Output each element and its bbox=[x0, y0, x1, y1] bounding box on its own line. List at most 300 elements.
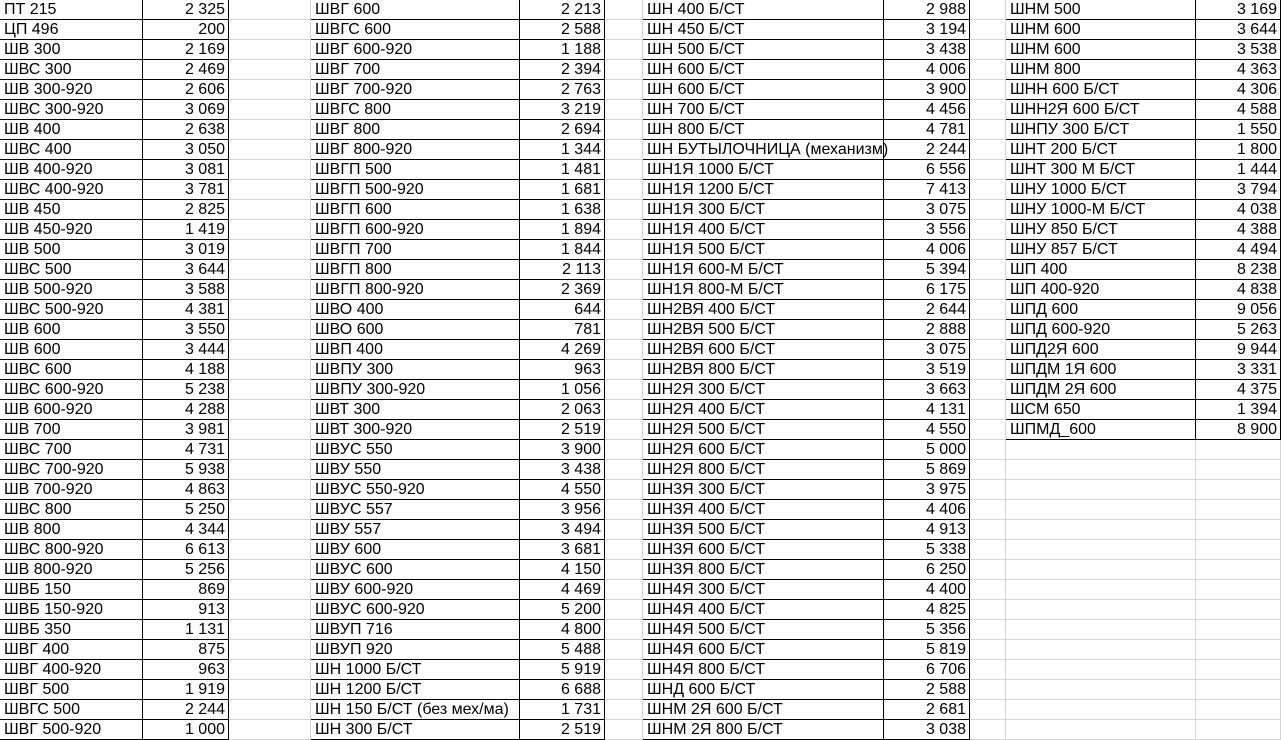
item-price-cell[interactable]: 4 188 bbox=[143, 360, 229, 380]
item-name-cell[interactable]: ШВУ 550 bbox=[311, 460, 520, 480]
item-price-cell[interactable]: 2 825 bbox=[143, 200, 229, 220]
empty-cell[interactable] bbox=[970, 580, 1006, 600]
empty-cell[interactable] bbox=[970, 0, 1006, 20]
empty-cell[interactable] bbox=[605, 220, 643, 240]
item-name-cell[interactable]: ШН3Я 400 Б/СТ bbox=[643, 500, 884, 520]
item-name-cell[interactable]: ШВГ 800 bbox=[311, 120, 520, 140]
item-price-cell[interactable]: 1 444 bbox=[1196, 160, 1281, 180]
item-name-cell[interactable]: ШВУ 600-920 bbox=[311, 580, 520, 600]
item-name-cell[interactable]: ШВС 300 bbox=[0, 60, 143, 80]
empty-cell[interactable] bbox=[970, 160, 1006, 180]
item-name-cell[interactable]: ШВГС 600 bbox=[311, 20, 520, 40]
item-name-cell[interactable]: ШВС 500-920 bbox=[0, 300, 143, 320]
item-name-cell[interactable]: ШН 600 Б/СТ bbox=[643, 80, 884, 100]
item-name-cell[interactable]: ШН1Я 400 Б/СТ bbox=[643, 220, 884, 240]
empty-cell[interactable] bbox=[229, 400, 311, 420]
item-name-cell[interactable]: ШВГ 700 bbox=[311, 60, 520, 80]
item-name-cell[interactable]: ШВС 400-920 bbox=[0, 180, 143, 200]
empty-cell[interactable] bbox=[605, 180, 643, 200]
empty-cell[interactable] bbox=[1196, 440, 1281, 460]
empty-cell[interactable] bbox=[605, 680, 643, 700]
empty-cell[interactable] bbox=[970, 140, 1006, 160]
empty-cell[interactable] bbox=[229, 220, 311, 240]
empty-cell[interactable] bbox=[605, 20, 643, 40]
empty-cell[interactable] bbox=[605, 340, 643, 360]
empty-cell[interactable] bbox=[970, 560, 1006, 580]
empty-cell[interactable] bbox=[605, 620, 643, 640]
item-price-cell[interactable]: 2 469 bbox=[143, 60, 229, 80]
empty-cell[interactable] bbox=[970, 80, 1006, 100]
empty-cell[interactable] bbox=[1006, 520, 1196, 540]
item-price-cell[interactable]: 3 438 bbox=[884, 40, 970, 60]
empty-cell[interactable] bbox=[970, 240, 1006, 260]
item-price-cell[interactable]: 4 469 bbox=[520, 580, 605, 600]
item-price-cell[interactable]: 3 438 bbox=[520, 460, 605, 480]
item-price-cell[interactable]: 4 269 bbox=[520, 340, 605, 360]
item-price-cell[interactable]: 3 663 bbox=[884, 380, 970, 400]
empty-cell[interactable] bbox=[229, 40, 311, 60]
item-name-cell[interactable]: ШН1Я 600-М Б/СТ bbox=[643, 260, 884, 280]
item-name-cell[interactable]: ШВТ 300-920 bbox=[311, 420, 520, 440]
item-name-cell[interactable]: ШВГ 600-920 bbox=[311, 40, 520, 60]
item-name-cell[interactable]: ШВС 300-920 bbox=[0, 100, 143, 120]
empty-cell[interactable] bbox=[970, 640, 1006, 660]
item-price-cell[interactable]: 8 900 bbox=[1196, 420, 1281, 440]
item-price-cell[interactable]: 5 000 bbox=[884, 440, 970, 460]
empty-cell[interactable] bbox=[605, 320, 643, 340]
item-name-cell[interactable]: ШВ 600-920 bbox=[0, 400, 143, 420]
item-name-cell[interactable]: ШН 1200 Б/СТ bbox=[311, 680, 520, 700]
item-price-cell[interactable]: 4 825 bbox=[884, 600, 970, 620]
empty-cell[interactable] bbox=[229, 560, 311, 580]
empty-cell[interactable] bbox=[605, 160, 643, 180]
empty-cell[interactable] bbox=[605, 400, 643, 420]
item-price-cell[interactable]: 2 063 bbox=[520, 400, 605, 420]
empty-cell[interactable] bbox=[229, 620, 311, 640]
empty-cell[interactable] bbox=[970, 100, 1006, 120]
item-price-cell[interactable]: 3 019 bbox=[143, 240, 229, 260]
empty-cell[interactable] bbox=[229, 160, 311, 180]
item-name-cell[interactable]: ШВГ 700-920 bbox=[311, 80, 520, 100]
empty-cell[interactable] bbox=[1006, 580, 1196, 600]
item-price-cell[interactable]: 4 288 bbox=[143, 400, 229, 420]
item-name-cell[interactable]: ШВГ 400 bbox=[0, 640, 143, 660]
empty-cell[interactable] bbox=[229, 660, 311, 680]
empty-cell[interactable] bbox=[605, 100, 643, 120]
empty-cell[interactable] bbox=[605, 300, 643, 320]
empty-cell[interactable] bbox=[970, 300, 1006, 320]
item-price-cell[interactable]: 3 644 bbox=[1196, 20, 1281, 40]
empty-cell[interactable] bbox=[605, 540, 643, 560]
empty-cell[interactable] bbox=[229, 460, 311, 480]
item-name-cell[interactable]: ШВГП 800-920 bbox=[311, 280, 520, 300]
item-name-cell[interactable]: ШН1Я 1200 Б/СТ bbox=[643, 180, 884, 200]
empty-cell[interactable] bbox=[229, 440, 311, 460]
empty-cell[interactable] bbox=[970, 700, 1006, 720]
empty-cell[interactable] bbox=[229, 140, 311, 160]
item-price-cell[interactable]: 3 069 bbox=[143, 100, 229, 120]
item-name-cell[interactable]: ШН4Я 600 Б/СТ bbox=[643, 640, 884, 660]
item-name-cell[interactable]: ЦП 496 bbox=[0, 20, 143, 40]
item-name-cell[interactable]: ШВС 600-920 bbox=[0, 380, 143, 400]
item-price-cell[interactable]: 4 550 bbox=[520, 480, 605, 500]
item-name-cell[interactable]: ШВТ 300 bbox=[311, 400, 520, 420]
item-name-cell[interactable]: ШНД 600 Б/СТ bbox=[643, 680, 884, 700]
item-name-cell[interactable]: ШНПУ 300 Б/СТ bbox=[1006, 120, 1196, 140]
item-name-cell[interactable]: ШВПУ 300-920 bbox=[311, 380, 520, 400]
item-name-cell[interactable]: ШПД 600 bbox=[1006, 300, 1196, 320]
item-price-cell[interactable]: 1 131 bbox=[143, 620, 229, 640]
empty-cell[interactable] bbox=[1196, 560, 1281, 580]
empty-cell[interactable] bbox=[1006, 460, 1196, 480]
item-name-cell[interactable]: ШП 400 bbox=[1006, 260, 1196, 280]
item-price-cell[interactable]: 4 913 bbox=[884, 520, 970, 540]
item-name-cell[interactable]: ШВ 300 bbox=[0, 40, 143, 60]
item-name-cell[interactable]: ШН2ВЯ 500 Б/СТ bbox=[643, 320, 884, 340]
empty-cell[interactable] bbox=[605, 520, 643, 540]
item-name-cell[interactable]: ШВГП 600 bbox=[311, 200, 520, 220]
empty-cell[interactable] bbox=[229, 520, 311, 540]
item-price-cell[interactable]: 4 731 bbox=[143, 440, 229, 460]
empty-cell[interactable] bbox=[970, 220, 1006, 240]
item-name-cell[interactable]: ШНТ 200 Б/СТ bbox=[1006, 140, 1196, 160]
item-name-cell[interactable]: ШН3Я 600 Б/СТ bbox=[643, 540, 884, 560]
item-price-cell[interactable]: 5 200 bbox=[520, 600, 605, 620]
item-name-cell[interactable]: ШВБ 150 bbox=[0, 580, 143, 600]
item-price-cell[interactable]: 4 038 bbox=[1196, 200, 1281, 220]
empty-cell[interactable] bbox=[1196, 660, 1281, 680]
item-name-cell[interactable]: ШН1Я 300 Б/СТ bbox=[643, 200, 884, 220]
item-price-cell[interactable]: 3 219 bbox=[520, 100, 605, 120]
item-price-cell[interactable]: 200 bbox=[143, 20, 229, 40]
item-price-cell[interactable]: 4 588 bbox=[1196, 100, 1281, 120]
item-name-cell[interactable]: ШВС 400 bbox=[0, 140, 143, 160]
item-price-cell[interactable]: 3 981 bbox=[143, 420, 229, 440]
item-price-cell[interactable]: 2 988 bbox=[884, 0, 970, 20]
empty-cell[interactable] bbox=[970, 280, 1006, 300]
empty-cell[interactable] bbox=[229, 320, 311, 340]
item-name-cell[interactable]: ШСМ 650 bbox=[1006, 400, 1196, 420]
item-name-cell[interactable]: ПТ 215 bbox=[0, 0, 143, 20]
empty-cell[interactable] bbox=[605, 200, 643, 220]
item-name-cell[interactable]: ШН2ВЯ 800 Б/СТ bbox=[643, 360, 884, 380]
item-name-cell[interactable]: ШВ 500 bbox=[0, 240, 143, 260]
item-name-cell[interactable]: ШВГ 400-920 bbox=[0, 660, 143, 680]
item-price-cell[interactable]: 5 256 bbox=[143, 560, 229, 580]
empty-cell[interactable] bbox=[1196, 500, 1281, 520]
item-price-cell[interactable]: 8 238 bbox=[1196, 260, 1281, 280]
item-name-cell[interactable]: ШН4Я 800 Б/СТ bbox=[643, 660, 884, 680]
item-price-cell[interactable]: 3 794 bbox=[1196, 180, 1281, 200]
item-name-cell[interactable]: ШВ 400-920 bbox=[0, 160, 143, 180]
item-price-cell[interactable]: 4 306 bbox=[1196, 80, 1281, 100]
item-name-cell[interactable]: ШН3Я 800 Б/СТ bbox=[643, 560, 884, 580]
item-name-cell[interactable]: ШПМД_600 bbox=[1006, 420, 1196, 440]
empty-cell[interactable] bbox=[605, 700, 643, 720]
item-price-cell[interactable]: 4 838 bbox=[1196, 280, 1281, 300]
item-name-cell[interactable]: ШН2ВЯ 400 Б/СТ bbox=[643, 300, 884, 320]
item-price-cell[interactable]: 6 706 bbox=[884, 660, 970, 680]
empty-cell[interactable] bbox=[1196, 520, 1281, 540]
item-price-cell[interactable]: 5 338 bbox=[884, 540, 970, 560]
item-name-cell[interactable]: ШН 400 Б/СТ bbox=[643, 0, 884, 20]
empty-cell[interactable] bbox=[1196, 700, 1281, 720]
item-price-cell[interactable]: 1 731 bbox=[520, 700, 605, 720]
item-name-cell[interactable]: ШН4Я 500 Б/СТ bbox=[643, 620, 884, 640]
empty-cell[interactable] bbox=[229, 20, 311, 40]
empty-cell[interactable] bbox=[605, 580, 643, 600]
empty-cell[interactable] bbox=[229, 700, 311, 720]
item-price-cell[interactable]: 5 263 bbox=[1196, 320, 1281, 340]
item-name-cell[interactable]: ШНМ 2Я 600 Б/СТ bbox=[643, 700, 884, 720]
empty-cell[interactable] bbox=[1196, 600, 1281, 620]
empty-cell[interactable] bbox=[1006, 640, 1196, 660]
item-price-cell[interactable]: 2 169 bbox=[143, 40, 229, 60]
item-price-cell[interactable]: 913 bbox=[143, 600, 229, 620]
item-name-cell[interactable]: ШВУС 557 bbox=[311, 500, 520, 520]
empty-cell[interactable] bbox=[229, 300, 311, 320]
item-price-cell[interactable]: 3 444 bbox=[143, 340, 229, 360]
item-price-cell[interactable]: 4 550 bbox=[884, 420, 970, 440]
item-price-cell[interactable]: 2 325 bbox=[143, 0, 229, 20]
empty-cell[interactable] bbox=[605, 140, 643, 160]
empty-cell[interactable] bbox=[970, 420, 1006, 440]
item-price-cell[interactable]: 1 481 bbox=[520, 160, 605, 180]
empty-cell[interactable] bbox=[605, 280, 643, 300]
item-name-cell[interactable]: ШН 150 Б/СТ (без мех/ма) bbox=[311, 700, 520, 720]
item-price-cell[interactable]: 6 250 bbox=[884, 560, 970, 580]
empty-cell[interactable] bbox=[229, 340, 311, 360]
item-price-cell[interactable]: 5 356 bbox=[884, 620, 970, 640]
item-name-cell[interactable]: ШН БУТЫЛОЧНИЦА (механизм) bbox=[643, 140, 884, 160]
item-price-cell[interactable]: 5 238 bbox=[143, 380, 229, 400]
item-name-cell[interactable]: ШН 800 Б/СТ bbox=[643, 120, 884, 140]
item-price-cell[interactable]: 1 638 bbox=[520, 200, 605, 220]
empty-cell[interactable] bbox=[970, 340, 1006, 360]
empty-cell[interactable] bbox=[605, 460, 643, 480]
item-price-cell[interactable]: 5 869 bbox=[884, 460, 970, 480]
empty-cell[interactable] bbox=[1006, 680, 1196, 700]
item-name-cell[interactable]: ШН1Я 1000 Б/СТ bbox=[643, 160, 884, 180]
item-price-cell[interactable]: 2 606 bbox=[143, 80, 229, 100]
empty-cell[interactable] bbox=[605, 600, 643, 620]
item-name-cell[interactable]: ШВГ 500-920 bbox=[0, 720, 143, 740]
empty-cell[interactable] bbox=[229, 500, 311, 520]
item-price-cell[interactable]: 2 763 bbox=[520, 80, 605, 100]
item-name-cell[interactable]: ШВГП 600-920 bbox=[311, 220, 520, 240]
item-price-cell[interactable]: 3 494 bbox=[520, 520, 605, 540]
empty-cell[interactable] bbox=[229, 360, 311, 380]
item-name-cell[interactable]: ШНУ 1000-М Б/СТ bbox=[1006, 200, 1196, 220]
item-price-cell[interactable]: 4 456 bbox=[884, 100, 970, 120]
item-price-cell[interactable]: 3 556 bbox=[884, 220, 970, 240]
empty-cell[interactable] bbox=[970, 40, 1006, 60]
item-price-cell[interactable]: 1 188 bbox=[520, 40, 605, 60]
item-price-cell[interactable]: 3 681 bbox=[520, 540, 605, 560]
item-name-cell[interactable]: ШВБ 150-920 bbox=[0, 600, 143, 620]
item-name-cell[interactable]: ШВГС 800 bbox=[311, 100, 520, 120]
item-price-cell[interactable]: 4 150 bbox=[520, 560, 605, 580]
empty-cell[interactable] bbox=[229, 200, 311, 220]
item-name-cell[interactable]: ШН2Я 500 Б/СТ bbox=[643, 420, 884, 440]
item-price-cell[interactable]: 3 050 bbox=[143, 140, 229, 160]
item-price-cell[interactable]: 5 488 bbox=[520, 640, 605, 660]
empty-cell[interactable] bbox=[229, 0, 311, 20]
item-name-cell[interactable]: ШВУС 550-920 bbox=[311, 480, 520, 500]
empty-cell[interactable] bbox=[229, 480, 311, 500]
empty-cell[interactable] bbox=[970, 620, 1006, 640]
item-name-cell[interactable]: ШНМ 600 bbox=[1006, 40, 1196, 60]
item-name-cell[interactable]: ШВС 800 bbox=[0, 500, 143, 520]
item-name-cell[interactable]: ШВ 450 bbox=[0, 200, 143, 220]
item-price-cell[interactable]: 875 bbox=[143, 640, 229, 660]
empty-cell[interactable] bbox=[970, 660, 1006, 680]
empty-cell[interactable] bbox=[229, 600, 311, 620]
empty-cell[interactable] bbox=[970, 200, 1006, 220]
item-name-cell[interactable]: ШНУ 857 Б/СТ bbox=[1006, 240, 1196, 260]
empty-cell[interactable] bbox=[970, 320, 1006, 340]
item-price-cell[interactable]: 1 894 bbox=[520, 220, 605, 240]
item-name-cell[interactable]: ШВ 600 bbox=[0, 340, 143, 360]
empty-cell[interactable] bbox=[229, 640, 311, 660]
empty-cell[interactable] bbox=[605, 500, 643, 520]
empty-cell[interactable] bbox=[970, 360, 1006, 380]
item-name-cell[interactable]: ШВ 400 bbox=[0, 120, 143, 140]
item-name-cell[interactable]: ШВ 300-920 bbox=[0, 80, 143, 100]
item-name-cell[interactable]: ШВГ 600 bbox=[311, 0, 520, 20]
empty-cell[interactable] bbox=[605, 60, 643, 80]
empty-cell[interactable] bbox=[970, 680, 1006, 700]
item-name-cell[interactable]: ШВГП 500 bbox=[311, 160, 520, 180]
empty-cell[interactable] bbox=[605, 720, 643, 740]
empty-cell[interactable] bbox=[970, 440, 1006, 460]
item-name-cell[interactable]: ШВ 800-920 bbox=[0, 560, 143, 580]
empty-cell[interactable] bbox=[970, 480, 1006, 500]
item-name-cell[interactable]: ШН1Я 500 Б/СТ bbox=[643, 240, 884, 260]
item-name-cell[interactable]: ШВГС 500 bbox=[0, 700, 143, 720]
empty-cell[interactable] bbox=[229, 540, 311, 560]
item-price-cell[interactable]: 3 550 bbox=[143, 320, 229, 340]
item-name-cell[interactable]: ШН3Я 500 Б/СТ bbox=[643, 520, 884, 540]
empty-cell[interactable] bbox=[605, 560, 643, 580]
item-price-cell[interactable]: 6 556 bbox=[884, 160, 970, 180]
item-price-cell[interactable]: 3 900 bbox=[884, 80, 970, 100]
item-name-cell[interactable]: ШП 400-920 bbox=[1006, 280, 1196, 300]
item-name-cell[interactable]: ШПДМ 1Я 600 bbox=[1006, 360, 1196, 380]
item-name-cell[interactable]: ШНТ 300 М Б/СТ bbox=[1006, 160, 1196, 180]
item-price-cell[interactable]: 6 613 bbox=[143, 540, 229, 560]
empty-cell[interactable] bbox=[229, 260, 311, 280]
empty-cell[interactable] bbox=[605, 440, 643, 460]
item-price-cell[interactable]: 4 375 bbox=[1196, 380, 1281, 400]
item-name-cell[interactable]: ШПД2Я 600 bbox=[1006, 340, 1196, 360]
item-name-cell[interactable]: ШН 300 Б/СТ bbox=[311, 720, 520, 740]
empty-cell[interactable] bbox=[970, 600, 1006, 620]
empty-cell[interactable] bbox=[1006, 620, 1196, 640]
empty-cell[interactable] bbox=[229, 240, 311, 260]
item-price-cell[interactable]: 4 400 bbox=[884, 580, 970, 600]
item-name-cell[interactable]: ШВС 700-920 bbox=[0, 460, 143, 480]
item-price-cell[interactable]: 4 381 bbox=[143, 300, 229, 320]
item-price-cell[interactable]: 869 bbox=[143, 580, 229, 600]
empty-cell[interactable] bbox=[1006, 660, 1196, 680]
item-name-cell[interactable]: ШН 500 Б/СТ bbox=[643, 40, 884, 60]
item-price-cell[interactable]: 4 494 bbox=[1196, 240, 1281, 260]
item-price-cell[interactable]: 9 056 bbox=[1196, 300, 1281, 320]
item-name-cell[interactable]: ШНМ 800 bbox=[1006, 60, 1196, 80]
item-price-cell[interactable]: 3 075 bbox=[884, 340, 970, 360]
item-name-cell[interactable]: ШПД 600-920 bbox=[1006, 320, 1196, 340]
empty-cell[interactable] bbox=[1006, 700, 1196, 720]
empty-cell[interactable] bbox=[229, 580, 311, 600]
item-name-cell[interactable]: ШВУС 600-920 bbox=[311, 600, 520, 620]
item-name-cell[interactable]: ШВС 800-920 bbox=[0, 540, 143, 560]
item-name-cell[interactable]: ШН2ВЯ 600 Б/СТ bbox=[643, 340, 884, 360]
item-price-cell[interactable]: 3 169 bbox=[1196, 0, 1281, 20]
item-name-cell[interactable]: ШВГП 500-920 bbox=[311, 180, 520, 200]
item-name-cell[interactable]: ШНН 600 Б/СТ bbox=[1006, 80, 1196, 100]
item-name-cell[interactable]: ШН2Я 300 Б/СТ bbox=[643, 380, 884, 400]
item-name-cell[interactable]: ШВО 400 bbox=[311, 300, 520, 320]
item-name-cell[interactable]: ШВБ 350 bbox=[0, 620, 143, 640]
item-price-cell[interactable]: 3 038 bbox=[884, 720, 970, 740]
empty-cell[interactable] bbox=[605, 640, 643, 660]
empty-cell[interactable] bbox=[229, 680, 311, 700]
item-name-cell[interactable]: ШНМ 500 bbox=[1006, 0, 1196, 20]
empty-cell[interactable] bbox=[970, 380, 1006, 400]
item-name-cell[interactable]: ШН2Я 400 Б/СТ bbox=[643, 400, 884, 420]
empty-cell[interactable] bbox=[605, 380, 643, 400]
item-name-cell[interactable]: ШВГП 700 bbox=[311, 240, 520, 260]
item-name-cell[interactable]: ШВС 600 bbox=[0, 360, 143, 380]
item-name-cell[interactable]: ШНУ 1000 Б/СТ bbox=[1006, 180, 1196, 200]
empty-cell[interactable] bbox=[970, 540, 1006, 560]
empty-cell[interactable] bbox=[1196, 480, 1281, 500]
empty-cell[interactable] bbox=[229, 60, 311, 80]
empty-cell[interactable] bbox=[229, 720, 311, 740]
item-price-cell[interactable]: 3 538 bbox=[1196, 40, 1281, 60]
item-name-cell[interactable]: ШВГ 500 bbox=[0, 680, 143, 700]
item-name-cell[interactable]: ШН4Я 400 Б/СТ bbox=[643, 600, 884, 620]
item-price-cell[interactable]: 1 550 bbox=[1196, 120, 1281, 140]
empty-cell[interactable] bbox=[605, 120, 643, 140]
item-price-cell[interactable]: 644 bbox=[520, 300, 605, 320]
item-price-cell[interactable]: 963 bbox=[143, 660, 229, 680]
empty-cell[interactable] bbox=[970, 180, 1006, 200]
empty-cell[interactable] bbox=[1196, 540, 1281, 560]
empty-cell[interactable] bbox=[229, 380, 311, 400]
item-price-cell[interactable]: 2 588 bbox=[520, 20, 605, 40]
item-name-cell[interactable]: ШН1Я 800-М Б/СТ bbox=[643, 280, 884, 300]
empty-cell[interactable] bbox=[605, 420, 643, 440]
item-price-cell[interactable]: 2 244 bbox=[884, 140, 970, 160]
item-name-cell[interactable]: ШВГП 800 bbox=[311, 260, 520, 280]
item-name-cell[interactable]: ШВУС 550 bbox=[311, 440, 520, 460]
item-name-cell[interactable]: ШН3Я 300 Б/СТ bbox=[643, 480, 884, 500]
empty-cell[interactable] bbox=[970, 60, 1006, 80]
item-price-cell[interactable]: 5 919 bbox=[520, 660, 605, 680]
empty-cell[interactable] bbox=[1006, 720, 1196, 740]
item-name-cell[interactable]: ШВУ 557 bbox=[311, 520, 520, 540]
item-name-cell[interactable]: ШНМ 2Я 800 Б/СТ bbox=[643, 720, 884, 740]
item-price-cell[interactable]: 1 419 bbox=[143, 220, 229, 240]
empty-cell[interactable] bbox=[1006, 560, 1196, 580]
item-price-cell[interactable]: 2 888 bbox=[884, 320, 970, 340]
item-price-cell[interactable]: 2 519 bbox=[520, 420, 605, 440]
item-price-cell[interactable]: 1 800 bbox=[1196, 140, 1281, 160]
item-name-cell[interactable]: ШВГ 800-920 bbox=[311, 140, 520, 160]
item-price-cell[interactable]: 3 519 bbox=[884, 360, 970, 380]
